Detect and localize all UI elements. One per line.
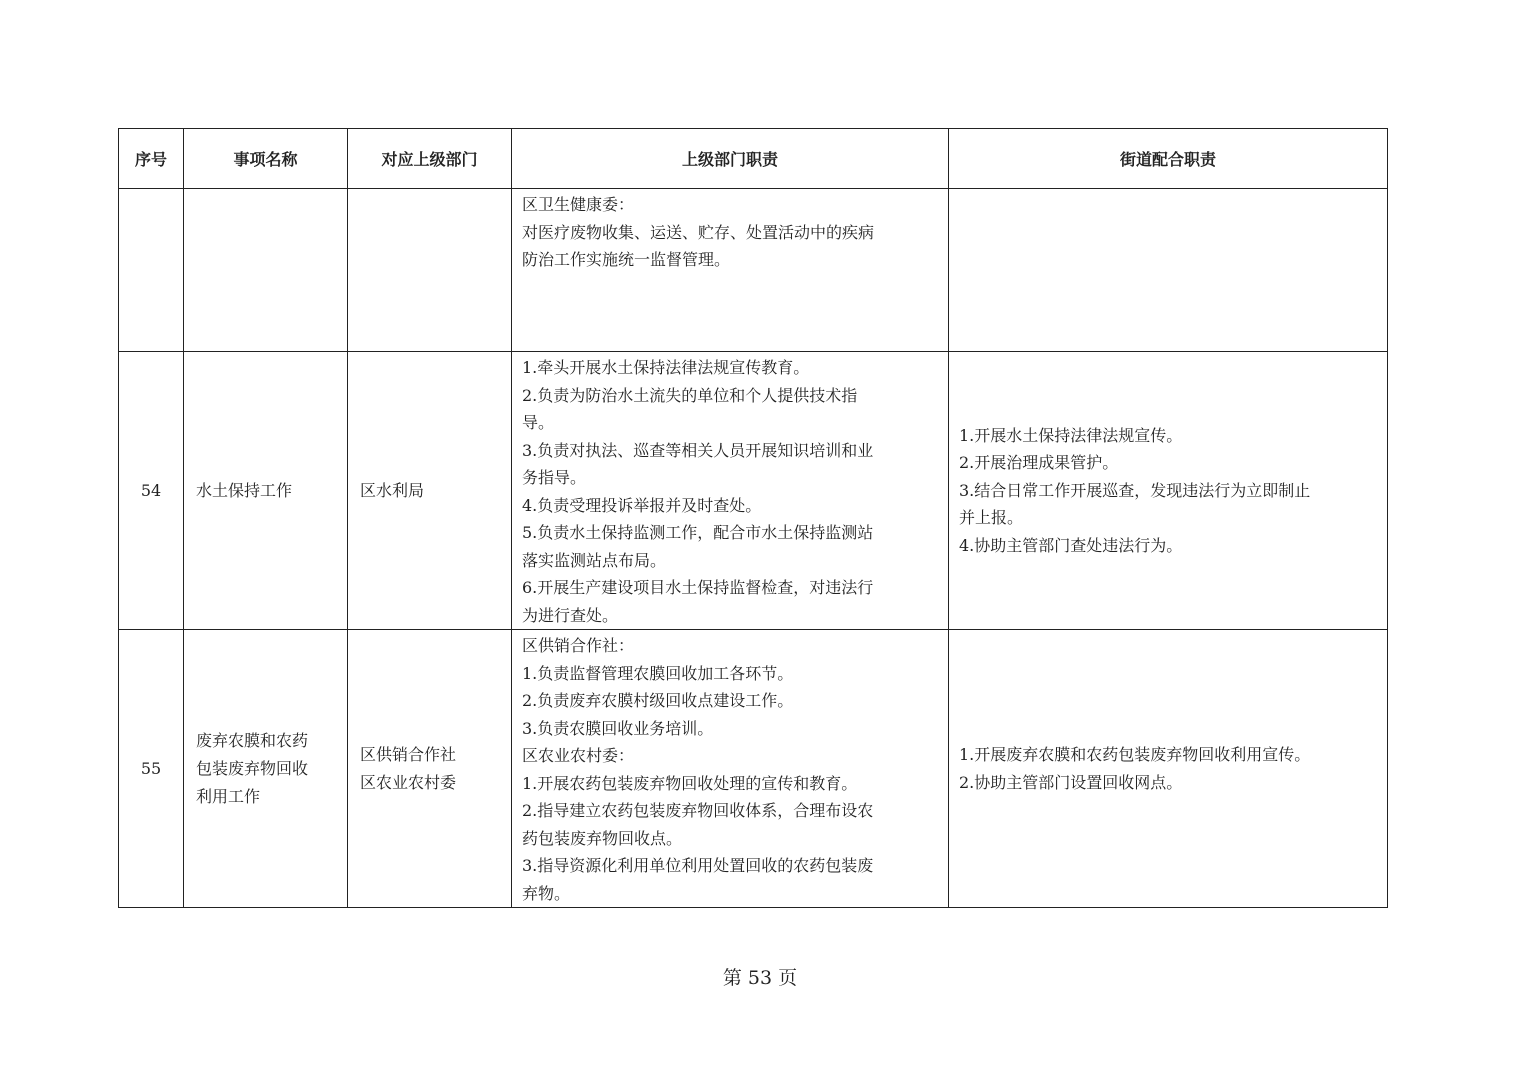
cell-street-duty-line: 2.协助主管部门设置回收网点。 bbox=[959, 772, 1183, 792]
cell-superior-duty-line: 3.负责对执法、巡查等相关人员开展知识培训和业 bbox=[522, 440, 874, 460]
cell-item-name bbox=[184, 189, 348, 352]
cell-street-duty-line: 2.开展治理成果管护。 bbox=[959, 453, 1119, 473]
cell-superior-duty-line: 区供销合作社： bbox=[522, 636, 635, 655]
cell-item-name-line: 利用工作 bbox=[196, 786, 261, 806]
page-number: 第 53 页 bbox=[722, 967, 798, 989]
cell-superior-duty-line: 1.牵头开展水土保持法律法规宣传教育。 bbox=[522, 358, 810, 377]
header-item-name: 事项名称 bbox=[184, 129, 348, 189]
cell-street-duty bbox=[949, 630, 1388, 908]
cell-seq bbox=[119, 189, 184, 352]
cell-superior-duty-line: 4.负责受理投诉举报并及时查处。 bbox=[522, 495, 762, 515]
cell-street-duty-line: 1.开展水土保持法律法规宣传。 bbox=[959, 425, 1183, 445]
cell-seq: 55 bbox=[119, 630, 184, 908]
table-header-row bbox=[119, 129, 1388, 189]
header-superior-dept: 对应上级部门 bbox=[348, 129, 512, 189]
table-row bbox=[119, 630, 1388, 908]
cell-superior-dept bbox=[348, 189, 512, 352]
cell-seq: 54 bbox=[119, 352, 184, 630]
cell-item-name bbox=[184, 352, 348, 630]
cell-superior-duty-line: 3.负责农膜回收业务培训。 bbox=[522, 718, 714, 738]
cell-superior-duty-line: 弃物。 bbox=[522, 883, 571, 903]
cell-superior-dept-line: 区农业农村委 bbox=[360, 772, 457, 792]
cell-superior-duty-line: 5.负责水土保持监测工作，配合市水土保持监测站 bbox=[522, 523, 874, 542]
cell-superior-dept bbox=[348, 630, 512, 908]
cell-superior-duty bbox=[512, 189, 949, 352]
table-row bbox=[119, 189, 1388, 352]
cell-superior-duty-line: 6.开展生产建设项目水土保持监督检查，对违法行 bbox=[522, 578, 874, 597]
cell-superior-duty-line: 导。 bbox=[522, 413, 555, 432]
cell-superior-duty-line: 1.开展农药包装废弃物回收处理的宣传和教育。 bbox=[522, 773, 858, 793]
cell-superior-dept bbox=[348, 352, 512, 630]
duties-table bbox=[118, 128, 1388, 908]
cell-superior-duty-line: 防治工作实施统一监督管理。 bbox=[522, 250, 731, 269]
cell-street-duty-line: 4.协助主管部门查处违法行为。 bbox=[959, 535, 1183, 555]
cell-superior-dept-line: 区水利局 bbox=[360, 480, 425, 500]
header-street-duty: 街道配合职责 bbox=[949, 129, 1388, 189]
cell-superior-duty-line: 区卫生健康委： bbox=[522, 195, 635, 214]
cell-superior-duty-line: 2.指导建立农药包装废弃物回收体系，合理布设农 bbox=[522, 801, 874, 820]
header-superior-duty: 上级部门职责 bbox=[512, 129, 949, 189]
cell-superior-dept-line: 区供销合作社 bbox=[360, 744, 457, 764]
header-seq: 序号 bbox=[119, 129, 184, 189]
cell-street-duty-line: 并上报。 bbox=[959, 508, 1024, 528]
cell-superior-duty-line: 1.负责监督管理农膜回收加工各环节。 bbox=[522, 663, 794, 683]
cell-street-duty-line: 3.结合日常工作开展巡查，发现违法行为立即制止 bbox=[959, 480, 1311, 500]
cell-superior-duty bbox=[512, 630, 949, 908]
cell-street-duty bbox=[949, 352, 1388, 630]
cell-item-name-line: 包装废弃物回收 bbox=[196, 758, 309, 778]
cell-superior-duty bbox=[512, 352, 949, 630]
cell-superior-duty-line: 2.负责废弃农膜村级回收点建设工作。 bbox=[522, 691, 794, 710]
cell-superior-duty-line: 区农业农村委： bbox=[522, 746, 635, 765]
cell-street-duty bbox=[949, 189, 1388, 352]
table-row bbox=[119, 352, 1388, 630]
cell-superior-duty-line: 3.指导资源化利用单位利用处置回收的农药包装废 bbox=[522, 856, 874, 875]
cell-superior-duty-line: 为进行查处。 bbox=[522, 605, 619, 625]
cell-superior-duty-line: 务指导。 bbox=[522, 468, 587, 487]
cell-superior-duty-line: 落实监测站点布局。 bbox=[522, 550, 667, 570]
cell-item-name-line: 废弃农膜和农药 bbox=[196, 730, 309, 750]
cell-superior-duty-line: 2.负责为防治水土流失的单位和个人提供技术指 bbox=[522, 385, 858, 405]
cell-superior-duty-line: 药包装废弃物回收点。 bbox=[522, 828, 683, 848]
cell-item-name bbox=[184, 630, 348, 908]
cell-superior-duty-line: 对医疗废物收集、运送、贮存、处置活动中的疾病 bbox=[522, 222, 875, 242]
cell-item-name-line: 水土保持工作 bbox=[196, 480, 293, 500]
cell-street-duty-line: 1.开展废弃农膜和农药包装废弃物回收利用宣传。 bbox=[959, 745, 1311, 764]
